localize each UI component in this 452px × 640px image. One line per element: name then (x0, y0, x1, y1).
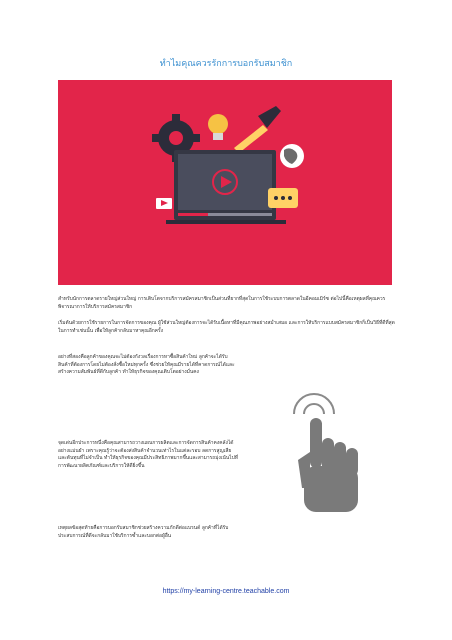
video-player-icon (166, 150, 286, 224)
small-play-card-icon (156, 198, 172, 209)
lightbulb-icon (208, 114, 228, 140)
paragraph-5: เหตุผลข้อสุดท้ายคือการบอกรับสมาชิกช่วยสร้างความภักดีต่อแบรนด์ ลูกค้าที่ได้รับประสบการณ์ที่ดีจะกลับมาใช้บริการซ้ำและบอกต่อผู้อื่น (58, 525, 229, 539)
pen-icon (234, 106, 281, 153)
paragraph-2: เริ่มต้นด้วยการใช้รายการในการจัดการของคุณ ผู้ใช้ส่วนใหญ่ต้องการจะได้รับเนื้อหาที่มีคุณภาพอย่างสม่ำเสมอ และการให้บริการแบบสมัครสมาชิกก็เป็นวิธีที่ดีที่สุดในการทำเช่นนั้น เพื่อให้ลูกค้ากลับมาหาคุณอีกครั้ง (58, 320, 395, 334)
hand-touch-illustration (252, 390, 392, 530)
paragraph-4: จุดเด่นอีกประการหนึ่งคือคุณสามารถวางแผนการผลิตและการจัดการสินค้าคงคลังได้อย่างแม่นยำ เพราะคุณรู้ว่าจะต้องส่งสินค้าจำนวนเท่าไรในแต่ละรอบ ลดการสูญเสียและต้นทุนที่ไม่จำเป็น ทำให้ธุรกิจของคุณมีประสิทธิภาพมากขึ้นและสามารถมุ่งเน้นไปที่การพัฒนาผลิตภัณฑ์และบริการให้ดียิ่งขึ้น (58, 440, 238, 469)
touch-ripple-icon (294, 394, 334, 414)
globe-icon (280, 144, 304, 168)
page-title: ทำไมคุณควรรักการบอกรับสมาชิก (159, 59, 293, 69)
chat-bubble-icon (268, 188, 298, 208)
paragraph-1: สำหรับนักการตลาดรายใหญ่ส่วนใหญ่ การเติบโตจากบริการสมัครสมาชิกเป็นส่วนที่ยากที่สุดในการใช้ระบบการตลาดในอีคอมเมิร์ซ ต่อไปนี้คือเหตุผลที่คุณควรพิจารณาการให้บริการสมัครสมาชิก (58, 296, 386, 310)
pointing-hand-icon (298, 418, 358, 512)
footer-link[interactable]: https://my-learning-centre.teachable.com (162, 588, 290, 595)
paragraph-3: อย่างที่สองคือลูกค้าของคุณจะไม่ต้องกังวลเรื่องการหาซื้อสินค้าใหม่ ลูกค้าจะได้รับสินค้าที่ต้องการโดยไม่ต้องสั่งซื้อใหม่ทุกครั้ง ซึ่งช่วยให้คุณมีรายได้ที่คาดการณ์ได้และสร้างความสัมพันธ์ที่ดีกับลูกค้า ทำให้ธุรกิจของคุณเติบโตอย่างมั่นคง (58, 354, 235, 376)
hero-illustration (58, 80, 392, 285)
